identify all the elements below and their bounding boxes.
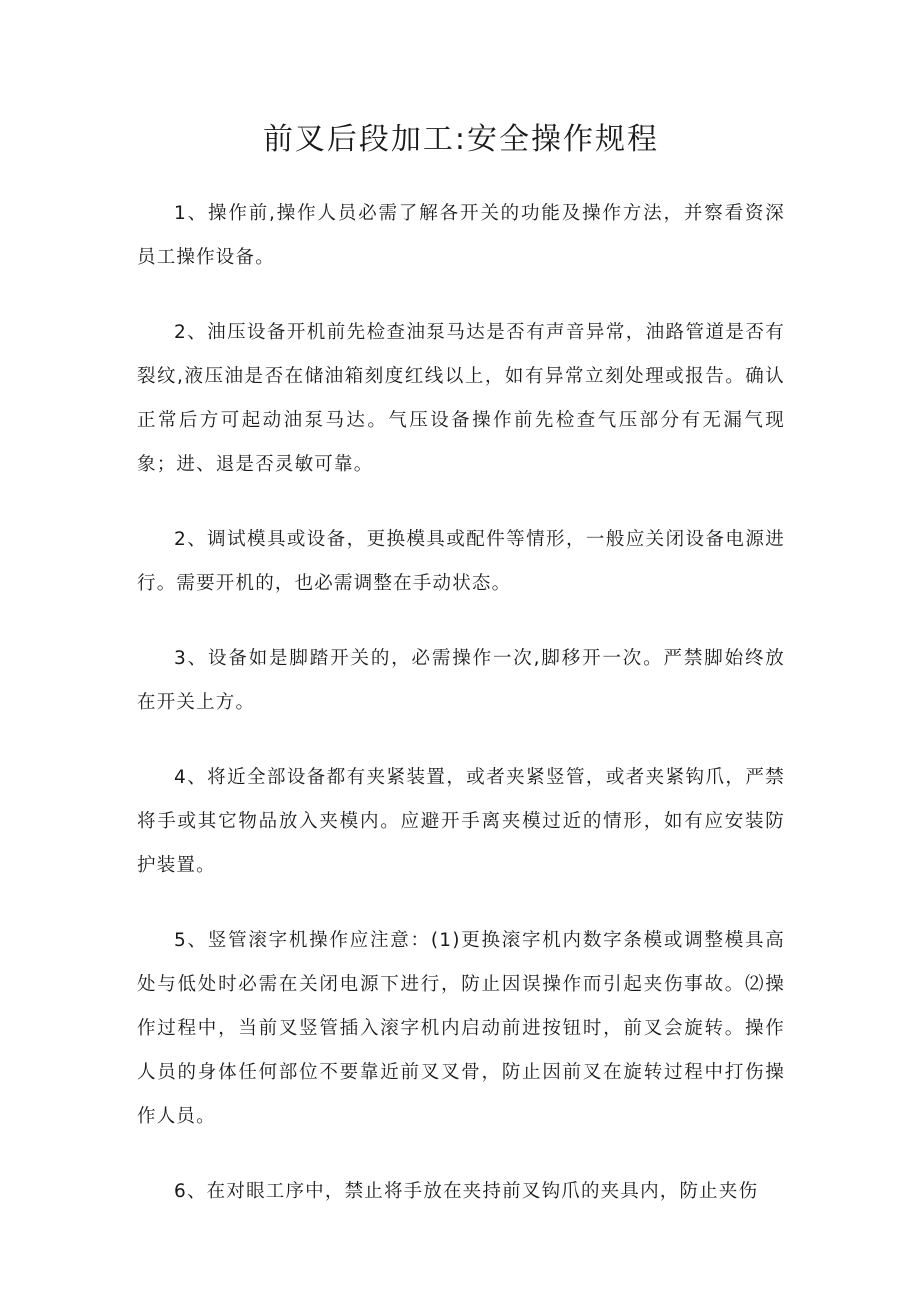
paragraph-7: 6、在对眼工序中，禁止将手放在夹持前叉钩爪的夹具内，防止夹伤 (174, 1181, 759, 1202)
paragraph-4: 3、设备如是脚踏开关的，必需操作一次,脚移开一次。严禁脚始终放在开关上方。 (137, 648, 785, 713)
paragraph-2: 2、油压设备开机前先检查油泵马达是否有声音异常，油路管道是否有裂纹,液压油是否在储油箱刻度红线以上，如有异常立刻处理或报告。确认正常后方可起动油泵马达。气压设备操作前先检查气压部分有无漏气现象；进、退是否灵敏可靠。 (137, 322, 785, 475)
paragraph-3: 2、调试模具或设备，更换模具或配件等情形，一般应关闭设备电源进行。需要开机的，也必需调整在手动状态。 (137, 529, 785, 594)
document-title: 前叉后段加工:安全操作规程 (262, 122, 660, 157)
paragraph-6: 5、竖管滚字机操作应注意：(1)更换滚字机内数字条模或调整模具高处与低处时必需在关闭电源下进行，防止因误操作而引起夹伤事故。⑵操作过程中，当前叉竖管插入滚字机内启动前进按钮时，前叉会旋转。操作人员的身体任何部位不要靠近前叉叉骨，防止因前叉在旋转过程中打伤操作人员。 (137, 930, 785, 1127)
paragraph-1: 1、操作前,操作人员必需了解各开关的功能及操作方法，并察看资深员工操作设备。 (137, 203, 785, 268)
paragraph-5: 4、将近全部设备都有夹紧装置，或者夹紧竖管，或者夹紧钩爪，严禁将手或其它物品放入夹模内。应避开手离夹模过近的情形，如有应安装防护装置。 (137, 767, 785, 876)
